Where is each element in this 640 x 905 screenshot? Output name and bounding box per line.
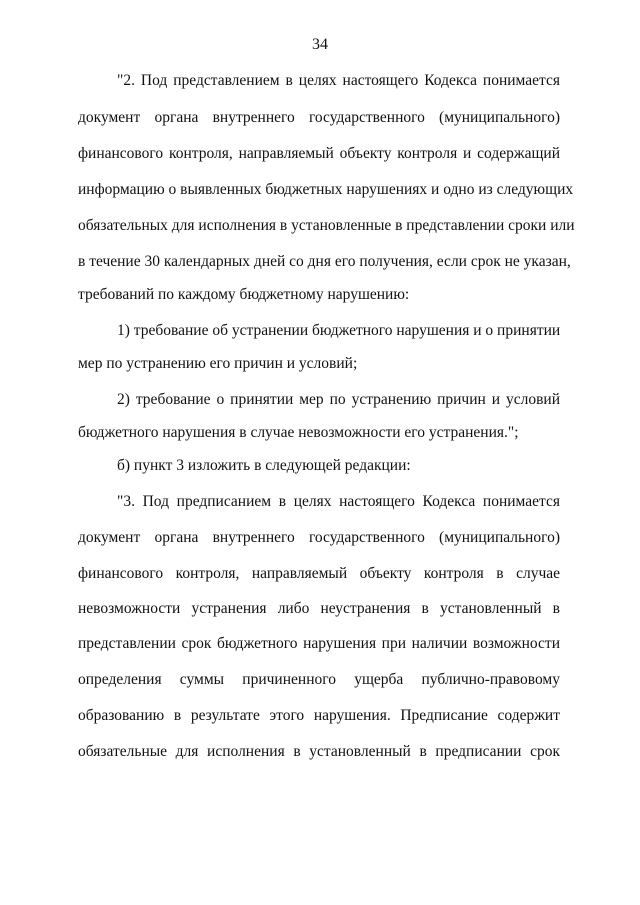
text-line: б) пункт 3 изложить в следующей редакции: [117, 457, 411, 474]
text-line: обязательные для исполнения в установленный в предписании срок [78, 743, 560, 760]
text-line: финансового контроля, направляемый объекту контроля и содержащий [78, 145, 560, 162]
text-line: документ органа внутреннего государственного (муниципального) [78, 109, 560, 126]
text-line: информацию о выявленных бюджетных нарушениях и одно из следующих [78, 181, 574, 198]
text-line: обязательных для исполнения в установленные в представлении сроки или [78, 217, 575, 234]
text-line: определения суммы причиненного ущерба публично-правовому [78, 671, 560, 688]
text-line: требований по каждому бюджетному нарушению: [78, 286, 410, 303]
text-line: 2) требование о принятии мер по устранению причин и условий [117, 391, 560, 408]
text-line: мер по устранению его причин и условий; [78, 355, 358, 372]
text-line: бюджетного нарушения в случае невозможности его устранения."; [78, 424, 519, 441]
text-line: образованию в результате этого нарушения. Предписание содержит [78, 707, 560, 724]
page-number: 34 [312, 36, 328, 53]
text-line: "3. Под предписанием в целях настоящего Кодекса понимается [117, 493, 560, 510]
text-line: в течение 30 календарных дней со дня его получения, если срок не указан, [78, 253, 571, 270]
text-line: невозможности устранения либо неустранения в установленный в [78, 600, 560, 617]
text-line: финансового контроля, направляемый объекту контроля в случае [78, 565, 560, 582]
text-line: 1) требование об устранении бюджетного нарушения и о принятии [117, 322, 561, 339]
text-line: "2. Под представлением в целях настоящего Кодекса понимается [117, 72, 560, 89]
text-line: представлении срок бюджетного нарушения при наличии возможности [78, 635, 560, 652]
text-line: документ органа внутреннего государственного (муниципального) [78, 529, 560, 546]
